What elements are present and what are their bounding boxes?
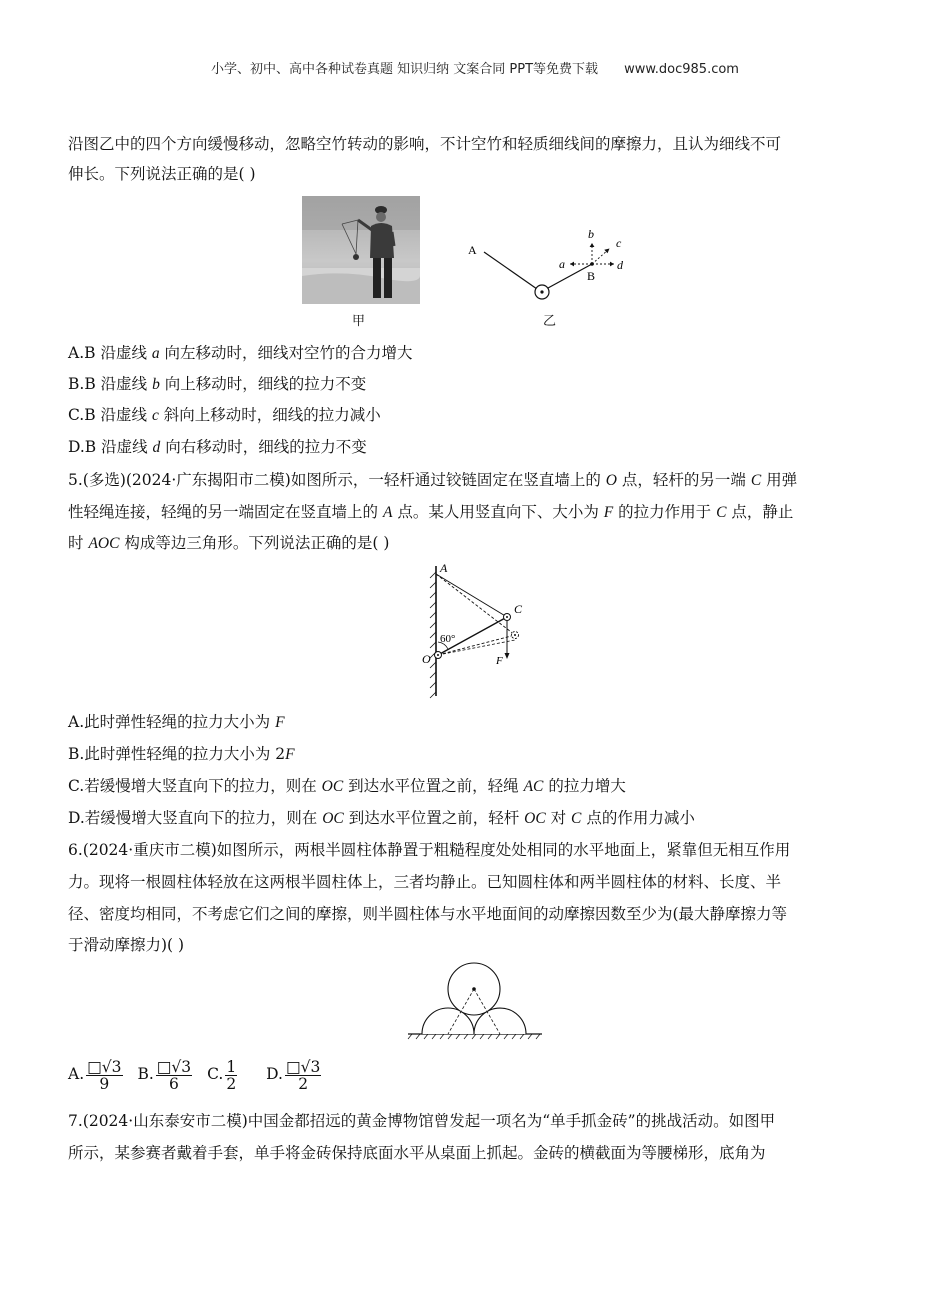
q7-stem-line2: 所示，某参赛者戴着手套，单手将金砖保持底面水平从桌面上抓起。金砖的横截面为等腰梯形，底角为 (68, 1144, 766, 1162)
q5-option-b[interactable]: B.此时弹性轻绳的拉力大小为 2F (68, 745, 295, 763)
q5-label-C: C (514, 602, 523, 616)
q4-fig-yi-caption: 乙 (543, 314, 557, 329)
label-b: b (588, 227, 594, 241)
q4-intro-line2: 伸长。下列说法正确的是( ) (68, 165, 256, 183)
q6-cylinder-diagram (406, 962, 546, 1042)
page-header (0, 58, 950, 77)
q4-option-b[interactable]: B.B 沿虚线 b 向上移动时，细线的拉力不变 (68, 375, 367, 393)
q5-option-a[interactable]: A.此时弹性轻绳的拉力大小为 F (68, 713, 285, 731)
q4-intro-line1: 沿图乙中的四个方向缓慢移动，忽略空竹转动的影响，不计空竹和轻质细线间的摩擦力，且认为细线不可 (68, 135, 782, 153)
q4-fig-jia-caption: 甲 (352, 314, 366, 329)
label-a: a (559, 257, 565, 271)
label-B: B (587, 269, 596, 283)
q4-option-d[interactable]: D.B 沿虚线 d 向右移动时，细线的拉力不变 (68, 438, 367, 456)
q6-stem-line4: 于滑动摩擦力)( ) (68, 936, 185, 954)
q4-option-c[interactable]: C.B 沿虚线 c 斜向上移动时，细线的拉力减小 (68, 406, 381, 424)
q5-option-c[interactable]: C.若缓慢增大竖直向下的拉力，则在 OC 到达水平位置之前，轻绳 AC 的拉力增大 (68, 777, 626, 795)
q6-option-c[interactable]: C. $\frac{1}{2}$ (207, 1057, 237, 1093)
q5-angle-label: 60° (440, 633, 456, 645)
q4-option-a[interactable]: A.B 沿虚线 a 向左移动时，细线对空竹的合力增大 (68, 344, 413, 362)
label-c: c (616, 236, 622, 250)
q7-stem-line1: 7.(2024·山东泰安市二模)中国金都招远的黄金博物馆曾发起一项名为“单手抓金砖”的挑战活动。如图甲 (68, 1112, 776, 1130)
q5-label-O: O (422, 652, 431, 666)
q5-label-F: F (496, 655, 503, 667)
q6-stem-line1: 6.(2024·重庆市二模)如图所示，两根半圆柱体静置于粗糙程度处处相同的水平地面上，紧靠但无相互作用 (68, 841, 791, 859)
q6-stem-line3: 径、密度均相同，不考虑它们之间的摩擦，则半圆柱体与水平地面间的动摩擦因数至少为(最大静摩擦力等 (68, 905, 788, 923)
q6-options (68, 1052, 890, 1096)
header-url[interactable]: www.doc985.com (624, 62, 739, 77)
q6-option-b[interactable]: B. $\frac{□√3}{6}$ (137, 1057, 192, 1093)
q4-photo (302, 196, 420, 304)
q5-stem-line2: 性轻绳连接，轻绳的另一端固定在竖直墙上的 A 点。某人用竖直向下、大小为 F 的拉力作用于 C 点，静止 (68, 503, 794, 521)
q5-wall-diagram (414, 562, 544, 700)
q5-stem-line3: 时 AOC 构成等边三角形。下列说法正确的是( ) (68, 534, 390, 552)
label-A: A (468, 243, 477, 257)
q5-option-d[interactable]: D.若缓慢增大竖直向下的拉力，则在 OC 到达水平位置之前，轻杆 OC 对 C 点的作用力减小 (68, 809, 695, 827)
q4-rope-diagram (464, 226, 644, 308)
q6-stem-line2: 力。现将一根圆柱体轻放在这两根半圆柱体上，三者均静止。已知圆柱体和两半圆柱体的材料、长度、半 (68, 873, 782, 891)
q6-option-d[interactable]: D. $\frac{□√3}{2}$ (266, 1057, 321, 1093)
q6-option-a[interactable]: A. $\frac{□√3}{9}$ (68, 1057, 122, 1093)
q5-label-A: A (440, 562, 448, 575)
label-d: d (617, 258, 623, 272)
header-text: 小学、初中、高中各种试卷真题 知识归纳 文案合同 PPT等免费下载 (211, 62, 599, 77)
q5-stem-line1: 5.(多选)(2024·广东揭阳市二模)如图所示，一轻杆通过铰链固定在竖直墙上的 O 点，轻杆的另一端 C 用弹 (68, 471, 798, 489)
